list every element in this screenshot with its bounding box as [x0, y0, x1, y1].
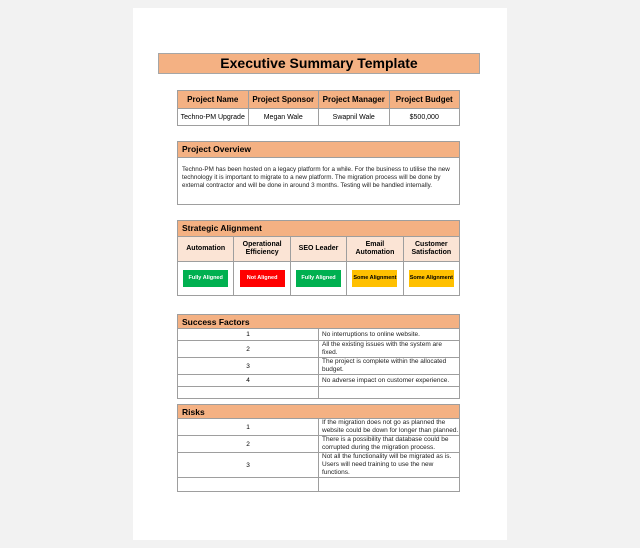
strategic-alignment-heading: Strategic Alignment — [178, 221, 459, 237]
row-text: All the existing issues with the system are fixed. — [319, 341, 460, 358]
table-row — [178, 436, 460, 453]
risks-table — [177, 404, 460, 492]
table-row — [178, 329, 460, 341]
alignment-col-seo-leader: SEO Leader — [291, 237, 347, 261]
document-title: Executive Summary Template — [158, 53, 480, 74]
table-row — [178, 375, 460, 387]
row-number — [178, 478, 319, 492]
row-text — [319, 387, 460, 399]
project-info-table — [177, 90, 460, 126]
project-overview-heading: Project Overview — [178, 142, 459, 158]
alignment-col-automation: Automation — [178, 237, 234, 261]
row-number: 2 — [178, 436, 319, 453]
alignment-badge-seo-leader: Fully Aligned — [296, 270, 341, 287]
project-overview-text: Techno-PM has been hosted on a legacy platform for a while. For the business to utilise the new technology it is important to migrate to a new platform. The migration process will be done by external contractor and will be done in around 3 months. Testing will be handled internally. — [182, 166, 450, 189]
alignment-col-email-automation: Email Automation — [347, 237, 403, 261]
table-row — [178, 453, 460, 478]
success-factors-table — [177, 314, 460, 399]
row-number: 2 — [178, 341, 319, 358]
risks-heading: Risks — [178, 405, 460, 419]
alignment-status-row — [178, 262, 459, 295]
value-project-name: Techno-PM Upgrade — [178, 109, 249, 126]
row-text: There is a possibility that database could be corrupted during the migration process. — [319, 436, 460, 453]
alignment-header-row — [178, 237, 459, 262]
row-text: No adverse impact on customer experience. — [319, 375, 460, 387]
alignment-badge-operational-efficiency: Not Aligned — [240, 270, 285, 287]
document-page — [133, 8, 507, 540]
header-project-name: Project Name — [178, 91, 249, 109]
table-row — [178, 341, 460, 358]
row-text: If the migration does not go as planned the website could be down for longer than planned. — [319, 419, 460, 436]
alignment-col-customer-satisfaction: Customer Satisfaction — [404, 237, 459, 261]
table-row — [178, 419, 460, 436]
alignment-badge-automation: Fully Aligned — [183, 270, 228, 287]
success-factors-heading: Success Factors — [178, 315, 460, 329]
header-project-budget: Project Budget — [389, 91, 460, 109]
row-number: 1 — [178, 329, 319, 341]
value-project-budget: $500,000 — [389, 109, 460, 126]
alignment-col-operational-efficiency: Operational Efficiency — [234, 237, 290, 261]
row-number — [178, 387, 319, 399]
table-row — [178, 478, 460, 492]
alignment-badge-email-automation: Some Alignment — [352, 270, 397, 287]
row-number: 4 — [178, 375, 319, 387]
value-project-sponsor: Megan Wale — [248, 109, 319, 126]
row-text: No interruptions to online website. — [319, 329, 460, 341]
row-text: Not all the functionality will be migrated as is. Users will need training to use the new functions. — [319, 453, 460, 478]
row-number: 3 — [178, 358, 319, 375]
header-project-manager: Project Manager — [319, 91, 390, 109]
row-number: 3 — [178, 453, 319, 478]
table-row — [178, 358, 460, 375]
strategic-alignment-section — [177, 220, 460, 296]
project-overview-section — [177, 141, 460, 205]
header-project-sponsor: Project Sponsor — [248, 91, 319, 109]
row-text: The project is complete within the allocated budget. — [319, 358, 460, 375]
alignment-badge-customer-satisfaction: Some Alignment — [409, 270, 454, 287]
table-row — [178, 387, 460, 399]
row-text — [319, 478, 460, 492]
row-number: 1 — [178, 419, 319, 436]
value-project-manager: Swapnil Wale — [319, 109, 390, 126]
